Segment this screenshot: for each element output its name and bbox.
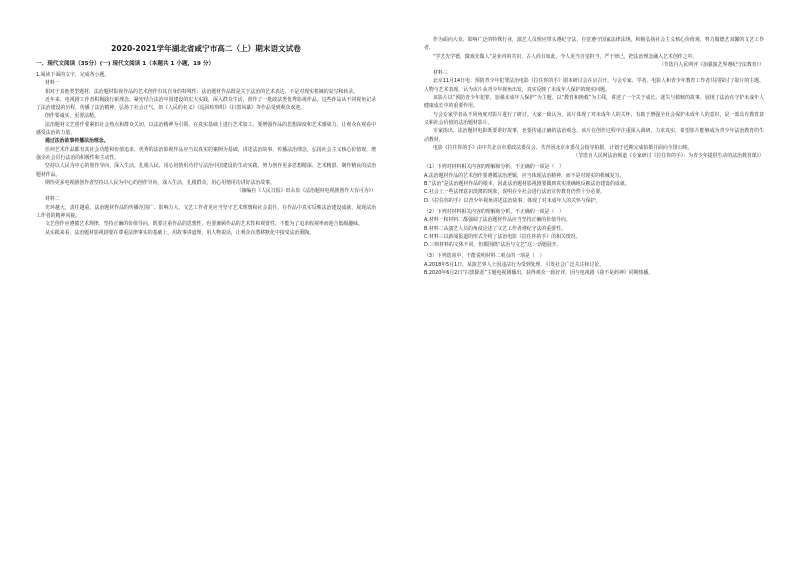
- paragraph: 作为面向大众、影响广泛的特殊行业，演艺人员理应带头遵纪守法，自觉遵守国家法律法规，积极弘扬社会主义核心价值观，努力做德艺双馨的文艺工作者。: [424, 37, 764, 52]
- source-note: （节选自人民网法治频道《专家研讨《拉住你的手》：为青少年提供生动的法治教育课》）: [573, 153, 764, 160]
- source-note: （节选自人民网评《加强演艺界遵纪守法教育》）: [658, 61, 764, 68]
- paragraph: 该影片以“预防青少年犯罪，加强未成年人保护”为主题，以“教育和挽救”为主线，讲述了一个关于成长、迷失与救赎的故事，展现了法治在守护未成年人健康成长中的重要作用。: [424, 95, 764, 110]
- paragraph: 任何艺术作品都有其社会功能和价值追求，优秀的法治影视作品应当以真实的案例为基础，讲述法治故事，传播法治理念，弘扬社会主义核心价值观，增强全社会厉行法治的积极性和主动性。: [36, 146, 376, 161]
- paragraph: 光环越大，责任越重。法治题材作品的传播范围广、影响力大，文艺工作者更应当坚守艺术理想和社会责任，在作品中真实反映法治建设成就，展现法治工作者的精神风貌。: [36, 204, 376, 220]
- option: B.材料二从演艺人员的角度论述了文艺工作者遵纪守法的重要性。: [424, 225, 566, 232]
- paragraph: 期待更多电视剧创作者坚持以人民为中心的创作导向，深入生活，扎根群众，用心用情用功讲好法治故事。: [45, 179, 275, 186]
- question-stem: （2）下列对材料相关内容的理解和分析，不正确的一项是（ ）: [424, 208, 565, 215]
- question-stem: （3）下列选项中，不能说明材料二观点的一项是（ ）: [424, 253, 545, 260]
- question-stem: （1）下列对材料相关内容的理解和分析，不正确的一项是（ ）: [424, 164, 565, 171]
- material-label: 材料二: [45, 196, 60, 203]
- paragraph: “学艺先学德，做戏先做人”是业内的共识，古人尚且如此，今人更当自觉担当，严于律己，把法治理念融入艺术创作之中。: [433, 53, 698, 60]
- paragraph: 电影《拉住你的手》由中共北京市委政法委员会、共青团北京市委员会指导拍摄，计划于近期完成拍摄并面向全国公映。: [433, 144, 693, 151]
- right-column: [424, 36, 764, 546]
- section-heading: 一、现代文阅读（35分）(一) 现代文阅读 1（本题共 1 小题，19 分）: [36, 61, 215, 67]
- instruction: 1.阅读下面的文字，完成各小题。: [36, 72, 110, 78]
- option: B.“法治”是法治题材作品的根本，因此法治题材影视剧要做到真实准确地反映法治建设的成就。: [424, 181, 630, 188]
- material-label: 材料三: [433, 70, 448, 77]
- paragraph: 文艺创作应遵循艺术规律，坚持正确的价值导向，既要注重作品的思想性，也要兼顾作品的艺术性和观赏性，不能为了追求收视率而迎合低级趣味。: [45, 221, 363, 228]
- option: C.材料三以新闻报道的形式介绍了法治电影《拉住你的手》的相关情况。: [424, 233, 581, 240]
- option: D.三则材料的文体不同，但都围绕“法治与文艺”这一话题展开。: [424, 242, 562, 249]
- paragraph: 从实践来看，法治题材影视剧要在尊重法律事实的基础上，用故事讲道理，用人物说话，让观众在潜移默化中接受法治熏陶。: [45, 229, 314, 236]
- paragraph: 北京11月14日电：预防青少年犯罪法治电影《拉住你的手》剧本研讨会在京召开。与会专家、学者、电影人和青少年教育工作者共同探讨了影片的主题、人物与艺术表现，认为该片从青少年视角出发，真实反映了未成年人保护的现实问题。: [424, 78, 764, 93]
- paragraph: 专家指出，法治题材电影既要讲好故事，也要传递正确的法治观念。该片在创作过程中注重深入调研，力求真实，希望影片能够成为青少年法治教育的生动教材。: [424, 128, 764, 143]
- paragraph: 与会专家学者从不同角度对影片进行了研讨。大家一致认为，该片体现了对未成年人的关怀，有助于增强全社会保护未成年人的意识，是一部具有教育意义和社会价值的法治题材影片。: [424, 111, 764, 126]
- paragraph: 法治题材文艺创作要紧扣社会热点和群众关切，以法治精神为引领，在真实基础上进行艺术加工。要增强作品的思想深度和艺术感染力，让观众在观看中感受法治的力量。: [36, 121, 376, 137]
- paragraph: 坚持以人民为中心的创作导向，深入生活、扎根人民，用心用情用功抒写法治中国建设的生动实践，努力创作更多思想精深、艺术精湛、制作精良的法治题材作品。: [36, 163, 376, 178]
- source-note: （摘编自《人民日报》田永泉《法治题材电视剧创作大有可为》）: [236, 188, 376, 195]
- option: C.社会上一些法律意识淡薄的现象，说明在全社会进行法治宣传教育仍然十分必要。: [424, 189, 606, 196]
- material-label: 材料一: [45, 80, 60, 87]
- left-column: [36, 36, 376, 546]
- option: D.《拉住你的手》以青少年视角讲述法治故事，体现了对未成年人的关怀与保护。: [424, 197, 601, 204]
- option: B.2020年6月2日“扫黑除恶”主题电视剧播出，获得观众一致好评，因与电视剧《我不是药神》同期热播。: [424, 270, 654, 277]
- subheading: 通过法治故事传播法治理念。: [45, 138, 109, 145]
- paragraph: 近年来，电视剧工作者积极践行新理念，紧密结合法治中国建设的宏大实践，深入群众生活，创作了一批政法类优秀影视作品。这些作品从不同视角记录了法治建设的历程，传播了法治精神，弘扬了社会正气。如《人民的名义》《巡回检察组》《扫黑风暴》等作品受到观众欢迎。: [36, 96, 376, 112]
- paragraph: 创作要诚实，更要法精。: [45, 113, 99, 120]
- option: A.材料一和材料二都强调了法治题材作品应当坚持正确的价值导向。: [424, 217, 571, 224]
- option: A.2018年5月1日，某演艺界人士因违法行为受到处理，引发社会广泛关注和讨论。: [424, 261, 604, 268]
- option: A.法治题材作品的艺术创作要遵循法治逻辑，应当体现法治精神，而不是对现实的机械复写。: [424, 172, 625, 179]
- page-title: 2020-2021学年湖北省咸宁市高二（上）期末语文试卷: [111, 44, 301, 53]
- paragraph: 相对于其他类型题材，法治题材影视作品的艺术创作有其自身的特殊性：法治题材作品既是关于法治的艺术表达，不是对现实机械的复写和转录。: [45, 88, 359, 95]
